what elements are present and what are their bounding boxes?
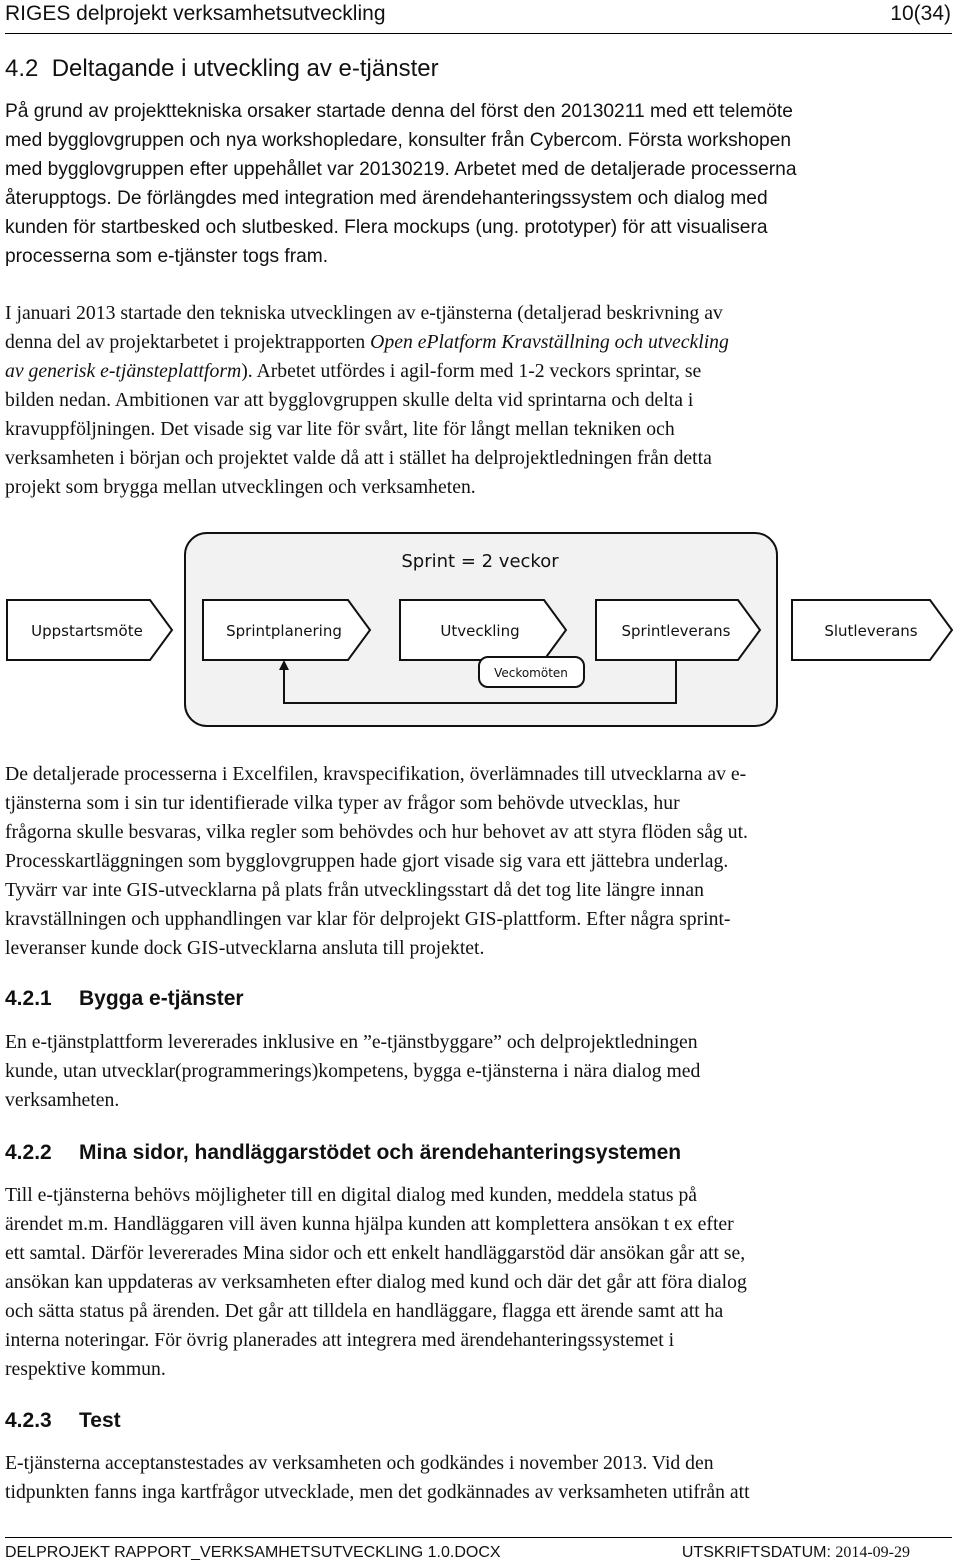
text-line: frågorna skulle besvaras, vilka regler som behövdes och hur behovet av att styra flöden såg ut. [5, 821, 748, 843]
paragraph-bygga [5, 1028, 955, 1115]
text-line [5, 328, 955, 357]
sprint-process-diagram [0, 530, 960, 730]
step-label-sprintplanering: Sprintplanering [226, 622, 342, 640]
section-heading-4-2-1 [5, 987, 244, 1011]
section-number: 4.2.1 [5, 987, 52, 1010]
step-label-slutleverans: Slutleverans [824, 622, 918, 640]
text-line: kunde, utan utvecklar(programmerings)kompetens, bygga e-tjänsterna i nära dialog med [5, 1060, 701, 1082]
veckomoten-label: Veckomöten [494, 666, 568, 680]
text-line: E-tjänsterna acceptanstestades av verksamheten och godkändes i november 2013. Vid den [5, 1452, 714, 1474]
footer-date-label: UTSKRIFTSDATUM: [681, 1544, 836, 1561]
step-label-sprintleverans: Sprintleverans [621, 622, 731, 640]
text-line: respektive kommun. [5, 1358, 166, 1380]
text-line: projekt som brygga mellan utvecklingen och verksamheten. [5, 476, 476, 498]
section-heading-4-2-2 [5, 1141, 681, 1165]
text-line: kravställningen och upphandlingen var klar för delprojekt GIS-plattform. Efter några sprint- [5, 908, 731, 930]
step-label-uppstartsmote: Uppstartsmöte [31, 622, 143, 640]
section-title: Test [79, 1409, 121, 1432]
text-line: ärendet m.m. Handläggaren vill även kunna hjälpa kunden att komplettera ansökan t ex efter [5, 1213, 734, 1235]
text-line: Processkartläggningen som bygglovgruppen hade gjort visade sig vara ett jättebra underlag. [5, 850, 729, 872]
text-line [5, 357, 955, 386]
section-title: Bygga e-tjänster [79, 987, 244, 1010]
paragraph-mina-sidor [5, 1181, 955, 1384]
text-line: tidpunkten fanns inga kartfrågor utvecklade, men det godkännades av verksamheten utifrån att [5, 1481, 750, 1503]
report-title-italic: Open ePlatform Kravställning och utveckling [370, 331, 729, 353]
text-line: interna noteringar. För övrig planerades att integrera med ärendehanteringssystemet i [5, 1329, 675, 1351]
text-line: En e-tjänstplattform levererades inklusive en ”e-tjänstbyggare” och delprojektledningen [5, 1031, 698, 1053]
text-line: De detaljerade processerna i Excelfilen, kravspecifikation, överlämnades till utvecklarna av e- [5, 763, 747, 785]
paragraph-processes [5, 760, 955, 963]
text-line: med bygglovgruppen och nya workshopledare, konsulter från Cybercom. Första workshopen [5, 130, 792, 151]
text-line: kravuppföljningen. Det visade sig var lite för svårt, lite för långt mellan tekniken och [5, 418, 675, 440]
text-line: med bygglovgruppen efter uppehållet var 20130219. Arbetet med de detaljerade processerna [5, 159, 797, 180]
text-segment: denna del av projektarbetet i projektrapporten [5, 331, 371, 353]
text-line: På grund av projekttekniska orsaker startade denna del först den 20130211 med ett telemöte [5, 101, 793, 122]
header-divider [5, 33, 952, 34]
text-segment: ). Arbetet utfördes i agil-form med 1-2 veckors sprintar, se [241, 360, 702, 382]
text-line: Till e-tjänsterna behövs möjligheter till en digital dialog med kunden, meddela status på [5, 1184, 698, 1206]
text-line: kunden för startbesked och slutbesked. Flera mockups (ung. prototyper) för att visualisera [5, 217, 768, 238]
text-line: I januari 2013 startade den tekniska utvecklingen av e-tjänsterna (detaljerad beskrivning av [5, 302, 723, 324]
footer-print-date [682, 1544, 910, 1562]
footer-date-value: 2014-09-29 [835, 1544, 910, 1561]
text-line: processerna som e-tjänster togs fram. [5, 246, 329, 267]
text-line: Tyvärr var inte GIS-utvecklarna på plats från utvecklingsstart då det tog lite längre innan [5, 879, 704, 901]
section-number: 4.2.2 [5, 1141, 52, 1164]
text-line: leveranser kunde dock GIS-utvecklarna ansluta till projektet. [5, 937, 485, 959]
document-header-title: RIGES delprojekt verksamhetsutveckling [5, 2, 386, 25]
step-label-utveckling: Utveckling [440, 622, 520, 640]
page-number: 10(34) [890, 2, 951, 25]
section-title: Mina sidor, handläggarstödet och ärendehanteringsystemen [79, 1141, 682, 1164]
text-line: verksamheten. [5, 1089, 120, 1111]
text-line: verksamheten i början och projektet valde då att i stället ha delprojektledningen från detta [5, 447, 712, 469]
paragraph-test [5, 1449, 955, 1507]
section-heading-4-2-3 [5, 1409, 121, 1433]
text-line: ansökan kan uppdateras av verksamheten efter dialog med kund och där det går att föra dialog [5, 1271, 747, 1293]
text-line: bilden nedan. Ambitionen var att bygglovgruppen skulle delta vid sprintarna och delta i [5, 389, 694, 411]
paragraph-intro [5, 97, 955, 271]
section-heading-4-2: 4.2 Deltagande i utveckling av e-tjänster [5, 55, 439, 82]
footer-divider [5, 1537, 952, 1538]
footer-filename: DELPROJEKT RAPPORT_VERKSAMHETSUTVECKLING 1.0.DOCX [5, 1544, 501, 1561]
sprint-title: Sprint = 2 veckor [401, 551, 559, 572]
text-line: och sätta status på ärenden. Det går att tilldela en handläggare, flagga ett ärende samt att ha [5, 1300, 724, 1322]
text-line: ett samtal. Därför levererades Mina sidor och ett enkelt handläggarstöd där ansökan går att se, [5, 1242, 746, 1264]
paragraph-development [5, 299, 955, 502]
report-title-italic-cont: av generisk e-tjänsteplattform [5, 360, 242, 382]
text-line: återupptogs. De förlängdes med integration med ärendehanteringssystem och dialog med [5, 188, 768, 209]
text-line: tjänsterna som i sin tur identifierade vilka typer av frågor som behövde utvecklas, hur [5, 792, 680, 814]
section-number: 4.2.3 [5, 1409, 52, 1432]
